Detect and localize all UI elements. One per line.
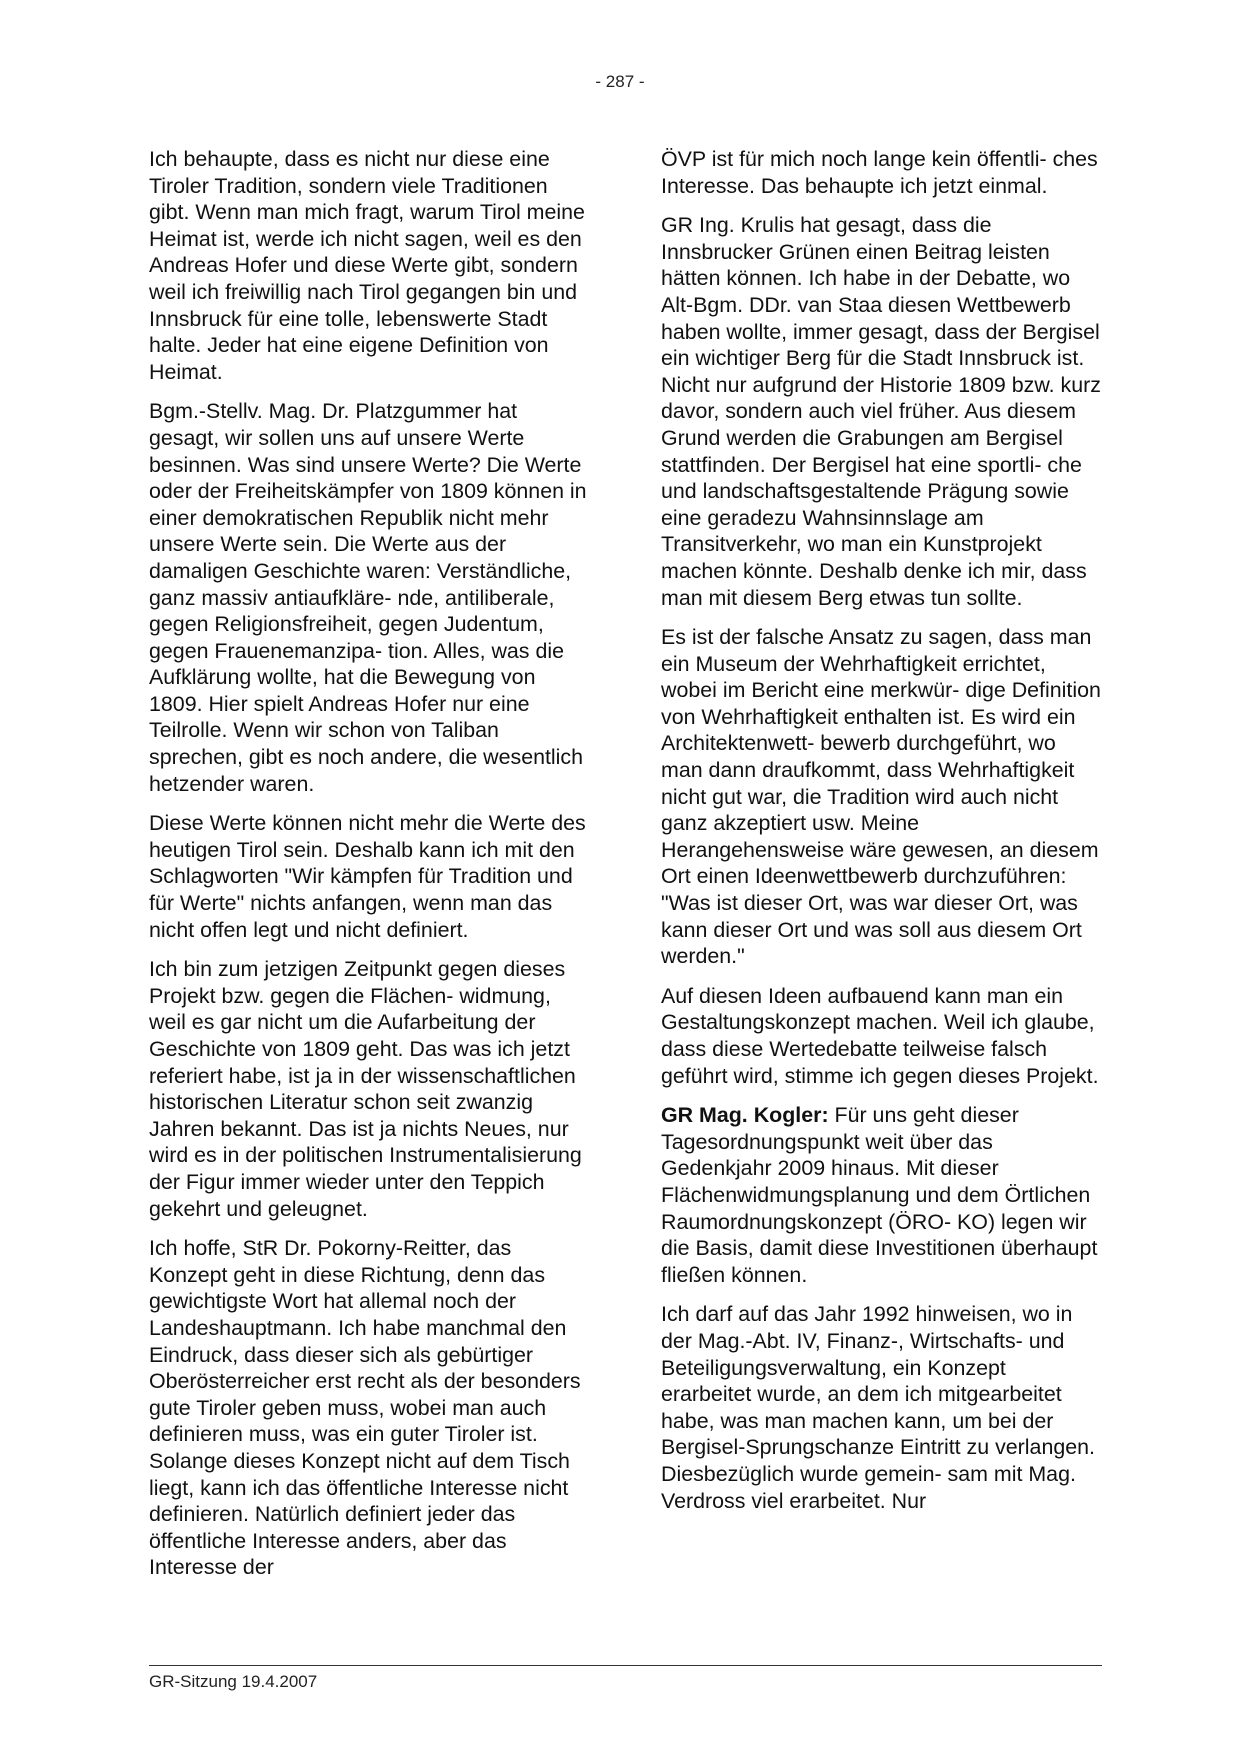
speaker-text: Für uns geht dieser Tagesordnungspunkt weit über das Gedenkjahr 2009 hinaus. Mit dieser Flächenwidmungsplanung und dem Örtlichen Raumordnungskonzept (ÖRO- KO) legen wir die Basis, damit diese Investitionen überhaupt fließen können. [661,1103,1098,1287]
paragraph: GR Ing. Krulis hat gesagt, dass die Innsbrucker Grünen einen Beitrag leisten hätten können. Ich habe in der Debatte, wo Alt-Bgm. DDr. van Staa diesen Wettbewerb haben wollte, immer gesagt, dass der Bergisel ein wichtiger Berg für die Stadt Innsbruck ist. Nicht nur aufgrund der Historie 1809 bzw. kurz davor, sondern auch viel früher. Aus diesem Grund werden die Grabungen am Bergisel stattfinden. Der Bergisel hat eine sportli- che und landschaftsgestaltende Prägung sowie eine geradezu Wahnsinnslage am Transitverkehr, wo man ein Kunstprojekt machen könnte. Deshalb denke ich mir, dass man mit diesem Berg etwas tun sollte. [661,213,1101,610]
left-column [149,146,587,1594]
right-column [661,146,1101,1527]
footer-session-date: GR-Sitzung 19.4.2007 [149,1672,318,1691]
paragraph: Ich bin zum jetzigen Zeitpunkt gegen dieses Projekt bzw. gegen die Flächen- widmung, weil es gar nicht um die Aufarbeitung der Geschichte von 1809 geht. Das was ich jetzt referiert habe, ist ja in der wissenschaftlichen historischen Literatur schon seit zwanzig Jahren bekannt. Das ist ja nichts Neues, nur wird es in der politischen Instrumentalisierung der Figur immer wieder unter den Teppich gekehrt und geleugnet. [149,957,582,1221]
speaker-name: GR Mag. Kogler: [661,1103,829,1128]
paragraph: Ich behaupte, dass es nicht nur diese eine Tiroler Tradition, sondern viele Traditionen gibt. Wenn man mich fragt, warum Tirol meine Heimat ist, werde ich nicht sagen, weil es den Andreas Hofer und diese Werte gibt, sondern weil ich freiwillig nach Tirol gegangen bin und Innsbruck für eine tolle, lebenswerte Stadt halte. Jeder hat eine eigene Definition von Heimat. [149,147,585,384]
paragraph: Ich darf auf das Jahr 1992 hinweisen, wo in der Mag.-Abt. IV, Finanz-, Wirtschafts- und Beteiligungsverwaltung, ein Konzept erarbeitet wurde, an dem ich mitgearbeitet habe, was man machen kann, um bei der Bergisel-Sprungschanze Eintritt zu verlangen. Diesbezüglich wurde gemein- sam mit Mag. Verdross viel erarbeitet. Nur [661,1302,1095,1513]
footer-divider [149,1665,1102,1666]
paragraph: Es ist der falsche Ansatz zu sagen, dass man ein Museum der Wehrhaftigkeit errichtet, wobei im Bericht eine merkwür- dige Definition von Wehrhaftigkeit enthalten ist. Es wird ein Architektenwett- bewerb durchgeführt, wo man dann draufkommt, dass Wehrhaftigkeit nicht gut war, die Tradition wird auch nicht ganz akzeptiert usw. Meine Herangehensweise wäre gewesen, an diesem Ort einen Ideenwettbewerb durchzuführen: "Was ist dieser Ort, was war dieser Ort, was kann dieser Ort und was soll aus diesem Ort werden." [661,625,1101,969]
paragraph: ÖVP ist für mich noch lange kein öffentli- ches Interesse. Das behaupte ich jetzt einmal. [661,147,1098,198]
paragraph: Bgm.-Stellv. Mag. Dr. Platzgummer hat gesagt, wir sollen uns auf unsere Werte besinnen. Was sind unsere Werte? Die Werte oder der Freiheitskämpfer von 1809 können in einer demokratischen Republik nicht mehr unsere Werte sein. Die Werte aus der damaligen Geschichte waren: Verständliche, ganz massiv antiaufkläre- nde, antiliberale, gegen Religionsfreiheit, gegen Judentum, gegen Frauenemanzipa- tion. Alles, was die Aufklärung wollte, hat die Bewegung von 1809. Hier spielt Andreas Hofer nur eine Teilrolle. Wenn wir schon von Taliban sprechen, gibt es noch andere, die wesentlich hetzender waren. [149,399,587,796]
speaker-paragraph [661,1102,1101,1288]
paragraph: Diese Werte können nicht mehr die Werte des heutigen Tirol sein. Deshalb kann ich mit den Schlagworten "Wir kämpfen für Tradition und für Werte" nichts anfangen, wenn man das nicht offen legt und nicht definiert. [149,811,586,942]
page-number: - 287 - [595,72,645,91]
paragraph: Ich hoffe, StR Dr. Pokorny-Reitter, das Konzept geht in diese Richtung, denn das gewichtigste Wort hat allemal noch der Landeshauptmann. Ich habe manchmal den Eindruck, dass dieser sich als gebürtiger Oberösterreicher erst recht als der besonders gute Tiroler geben muss, wobei man auch definieren muss, was ein guter Tiroler ist. Solange dieses Konzept nicht auf dem Tisch liegt, kann ich das öffentliche Interesse nicht definieren. Natürlich definiert jeder das öffentliche Interesse anders, aber das Interesse der [149,1236,581,1580]
paragraph: Auf diesen Ideen aufbauend kann man ein Gestaltungskonzept machen. Weil ich glaube, dass diese Wertedebatte teilweise falsch geführt wird, stimme ich gegen dieses Projekt. [661,983,1099,1088]
